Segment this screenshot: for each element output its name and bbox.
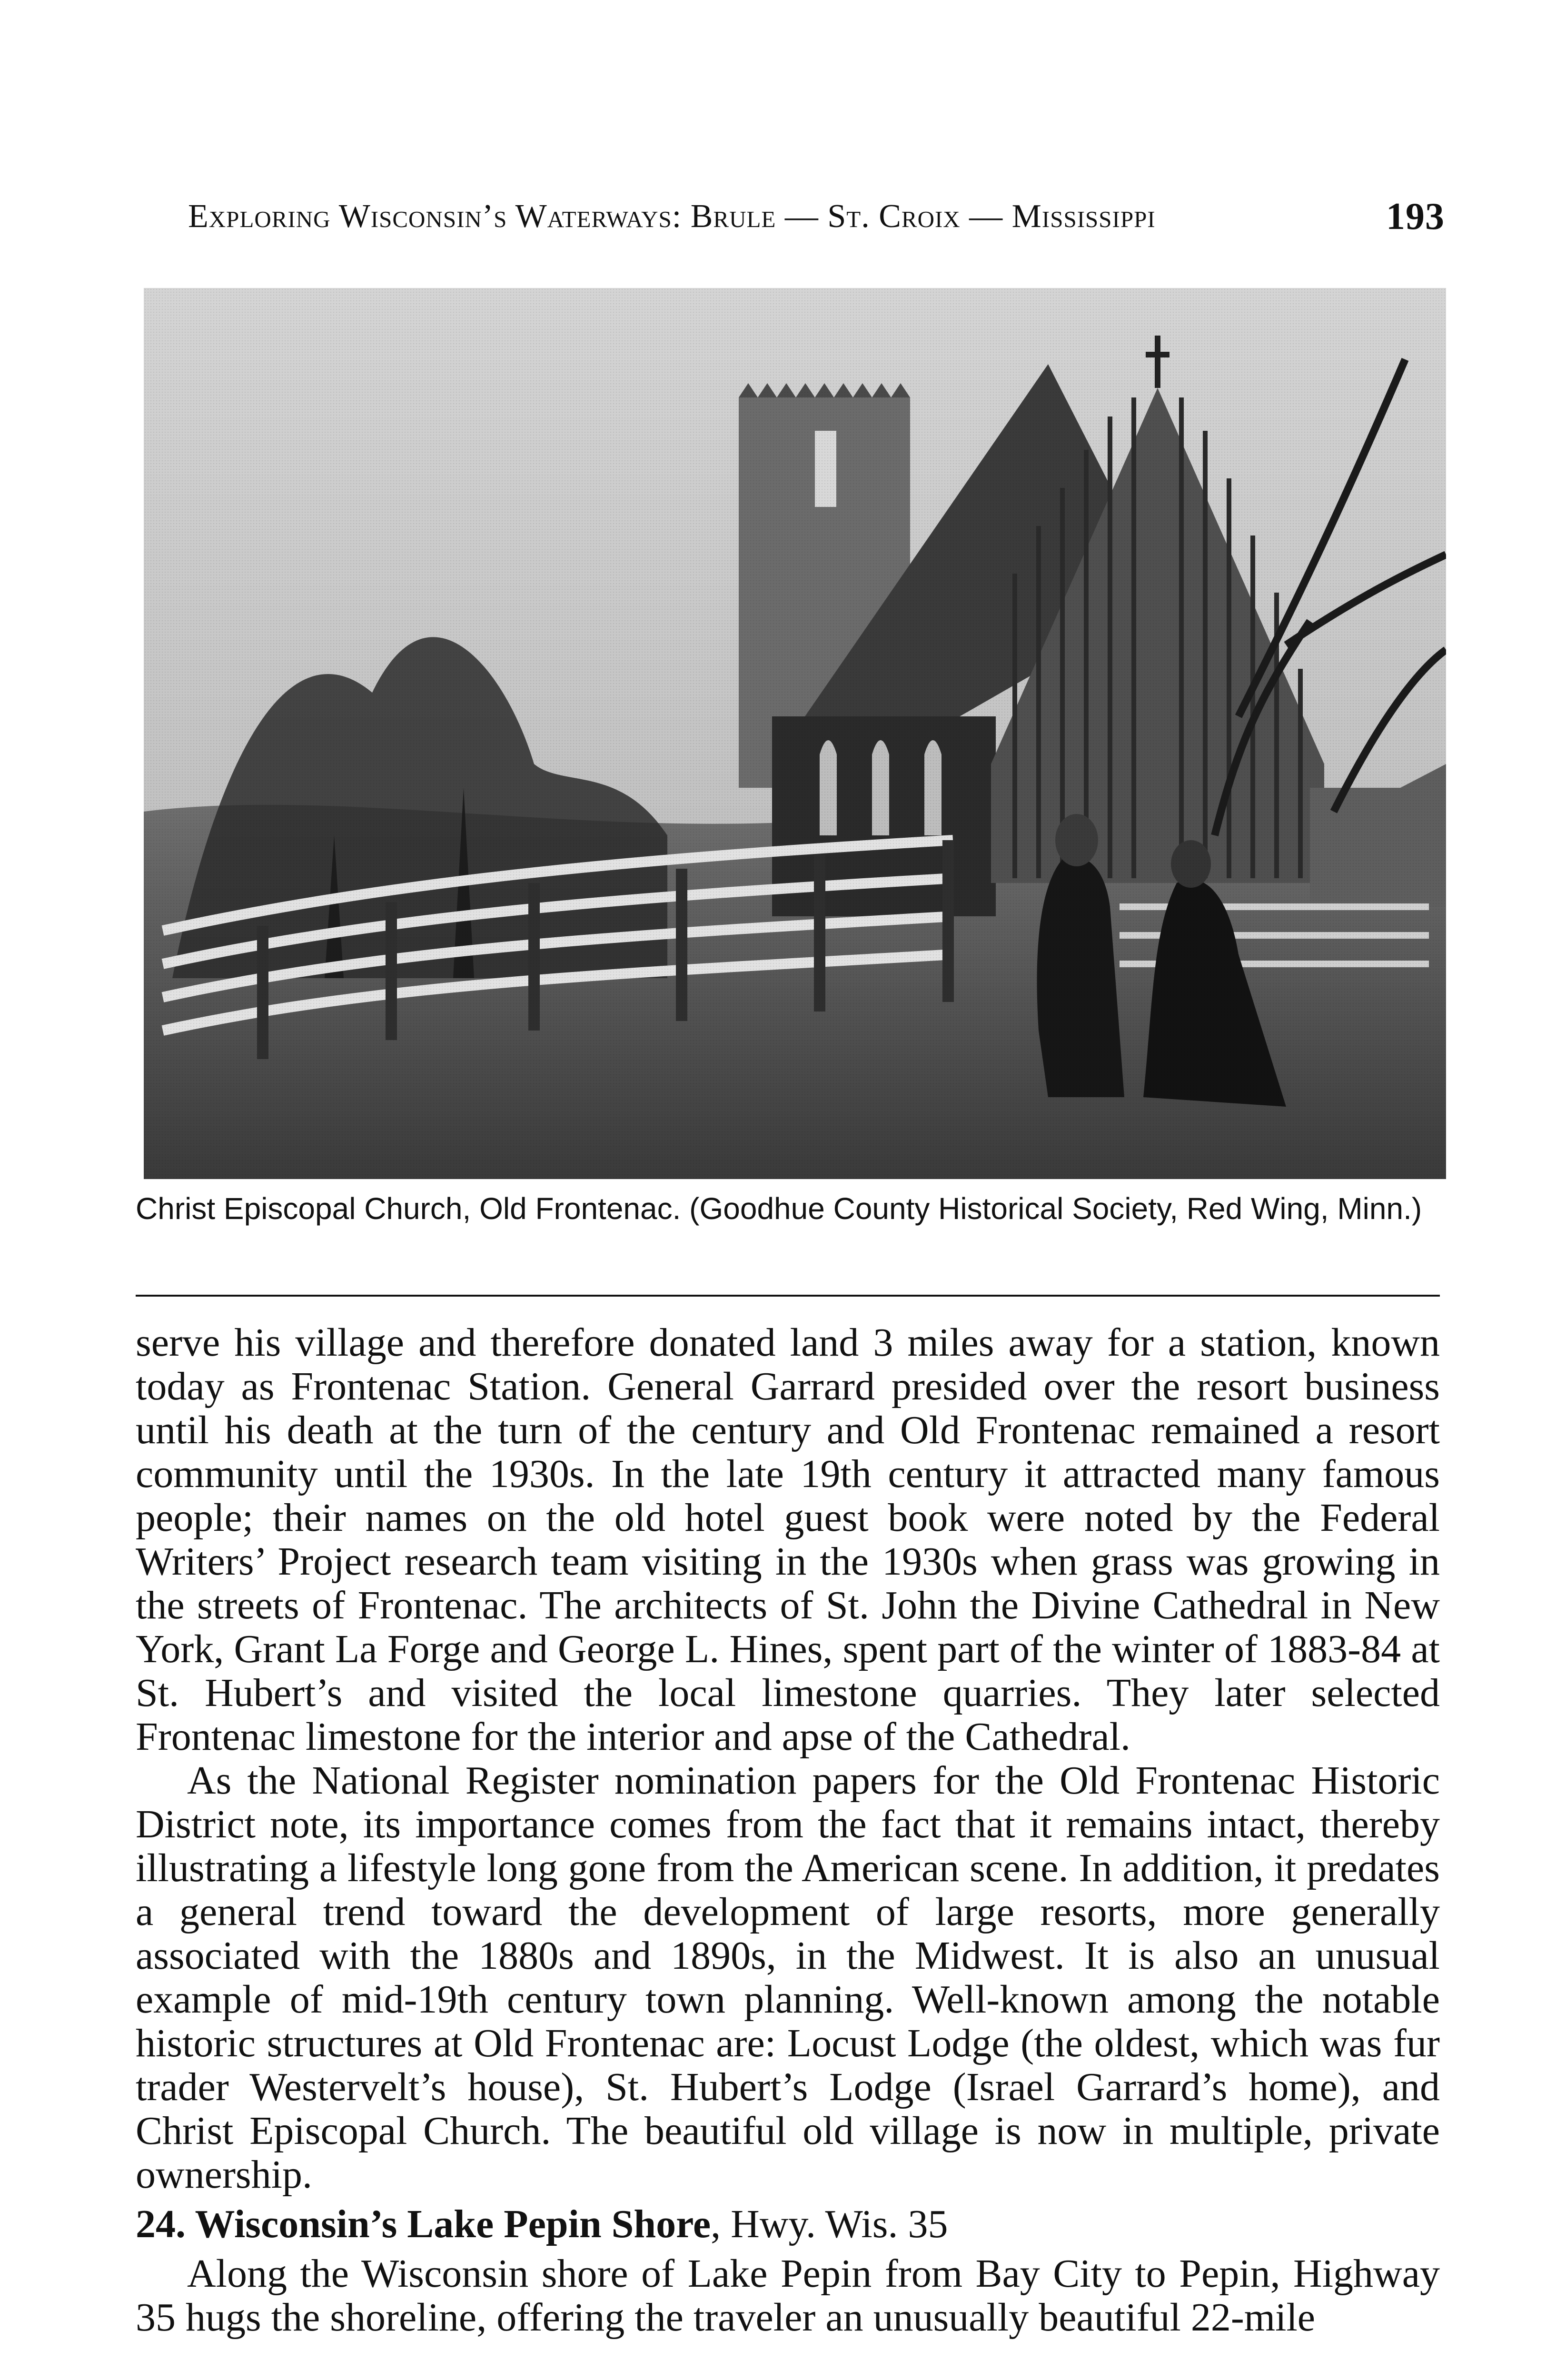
body-text	[136, 1321, 1440, 2340]
church-photo-illustration	[144, 288, 1446, 1179]
caption-divider	[136, 1295, 1440, 1297]
section-heading-route: , Hwy. Wis. 35	[711, 2202, 948, 2246]
section-heading	[136, 2202, 1440, 2246]
paragraph-3: Along the Wisconsin shore of Lake Pepin from Bay City to Pepin, Highway 35 hugs the shoreline, offering the traveler an unusually beautiful 22-mile	[136, 2251, 1440, 2340]
page-number: 193	[1386, 196, 1445, 238]
paragraph-2: As the National Register nomination papers for the Old Frontenac Historic District note, its importance comes from the fact that it remains intact, thereby illustrating a lifestyle long gone from the American scene. In addition, it predates a general trend toward the development of large resorts, more generally associated with the 1880s and 1890s, in the Midwest. It is also an unusual example of mid-19th century town planning. Well-known among the notable historic structures at Old Frontenac are: Locust Lodge (the oldest, which was fur trader Westervelt’s house), St. Hubert’s Lodge (Israel Garrard’s home), and Christ Episcopal Church. The beautiful old village is now in multiple, private ownership.	[136, 1758, 1440, 2197]
running-head-title-rivers: Brule — St. Croix — Mississippi	[690, 198, 1156, 235]
section-heading-title: 24. Wisconsin’s Lake Pepin Shore	[136, 2202, 711, 2246]
paragraph-1: serve his village and therefore donated land 3 miles away for a station, known today as Frontenac Station. General Garrard presided over the resort business until his death at the turn of the century and Old Frontenac remained a resort community until the 1930s. In the late 19th century it attracted many famous people; their names on the old hotel guest book were noted by the Federal Writers’ Project research team visiting in the 1930s when grass was growing in the streets of Frontenac. The architects of St. John the Divine Cathedral in New York, Grant La Forge and George L. Hines, spent part of the winter of 1883-84 at St. Hubert’s and visited the local limestone quarries. They later selected Frontenac limestone for the interior and apse of the Cathedral.	[136, 1320, 1440, 1759]
running-head-title-prefix: Exploring Wisconsin’s Waterways:	[188, 198, 682, 235]
halftone-screen	[144, 288, 1446, 1179]
church-photo	[144, 288, 1446, 1179]
figure-caption: Christ Episcopal Church, Old Frontenac. (Goodhue County Historical Society, Red Wing, Minn.)	[136, 1191, 1422, 1226]
running-head	[188, 190, 1445, 243]
